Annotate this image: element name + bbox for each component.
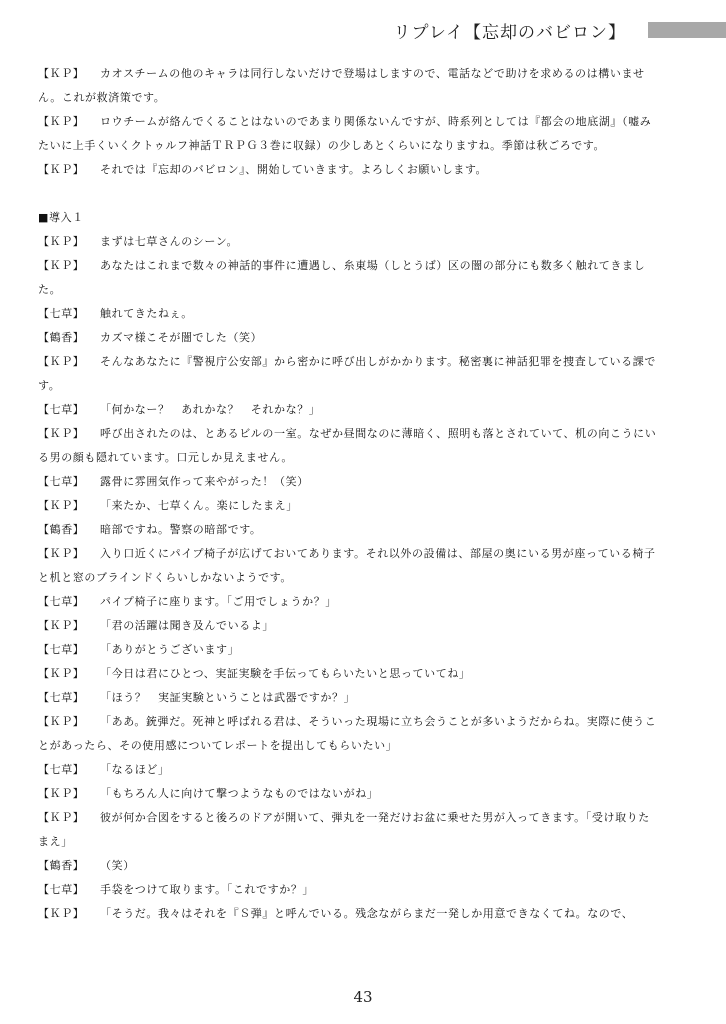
speaker-label: 【ＫＰ】 — [38, 619, 85, 632]
speaker-label: 【七草】 — [38, 643, 85, 656]
dialogue-text: 「来たか、七草くん。楽にしたまえ」 — [100, 499, 298, 512]
speaker-label: 【七草】 — [38, 691, 85, 704]
dialogue-text: まずは七草さんのシーン。 — [100, 235, 239, 248]
dialogue-line — [38, 158, 658, 182]
speaker-label: 【ＫＰ】 — [38, 499, 85, 512]
dialogue-text: 暗部ですね。警察の暗部です。 — [100, 523, 262, 536]
section-heading-text: ■導入１ — [38, 211, 84, 224]
speaker-label: 【ＫＰ】 — [38, 787, 85, 800]
dialogue-line — [38, 902, 658, 926]
dialogue-text: 「ありがとうございます」 — [100, 643, 240, 656]
dialogue-text: パイプ椅子に座ります。「ご用でしょうか？」 — [100, 595, 337, 608]
dialogue-text: ロウチームが絡んでくることはないのであまり関係ないんですが、時系列としては『都会の地底湖』（嘘みたいに上手くいくクトゥルフ神話ＴＲＰＧ３巻に収録）の少しあとくらいになりますね。季節は秋ごろです。 — [38, 115, 652, 152]
dialogue-text: カオスチームの他のキャラは同行しないだけで登場はしますので、電話などで助けを求めるのは構いません。これが救済策です。 — [38, 67, 645, 104]
dialogue-line — [38, 782, 658, 806]
dialogue-line — [38, 254, 658, 302]
dialogue-line — [38, 854, 658, 878]
dialogue-line — [38, 350, 658, 398]
speaker-label: 【鶴香】 — [38, 331, 85, 344]
dialogue-text: 「なるほど」 — [100, 763, 170, 776]
dialogue-line — [38, 878, 658, 902]
speaker-label: 【七草】 — [38, 307, 85, 320]
dialogue-text: （笑） — [100, 859, 135, 872]
speaker-label: 【ＫＰ】 — [38, 811, 85, 824]
dialogue-line — [38, 662, 658, 686]
dialogue-line — [38, 470, 658, 494]
dialogue-text: あなたはこれまで数々の神話的事件に遭遇し、糸東場（しとうば）区の闇の部分にも数多く触れてきました。 — [38, 259, 646, 296]
speaker-label: 【ＫＰ】 — [38, 115, 85, 128]
dialogue-text: カズマ様こそが闇でした（笑） — [100, 331, 263, 344]
section-heading — [38, 206, 658, 230]
speaker-label: 【ＫＰ】 — [38, 547, 85, 560]
dialogue-line — [38, 806, 658, 854]
dialogue-line — [38, 62, 658, 110]
dialogue-line — [38, 710, 658, 758]
dialogue-line — [38, 542, 658, 590]
dialogue-text: 「今日は君にひとつ、実証実験を手伝ってもらいたいと思っていてね」 — [100, 667, 471, 680]
dialogue-line — [38, 494, 658, 518]
dialogue-line — [38, 614, 658, 638]
speaker-label: 【ＫＰ】 — [38, 259, 85, 272]
blank-line — [38, 182, 658, 206]
dialogue-line — [38, 518, 658, 542]
speaker-label: 【ＫＰ】 — [38, 355, 85, 368]
speaker-label: 【ＫＰ】 — [38, 715, 85, 728]
speaker-label: 【七草】 — [38, 595, 85, 608]
dialogue-text: 「もちろん人に向けて撃つようなものではないがね」 — [100, 787, 379, 800]
dialogue-line — [38, 398, 658, 422]
dialogue-text: 呼び出されたのは、とあるビルの一室。なぜか昼間なのに薄暗く、照明も落とされていて、机の向こうにいる男の顔も隠れています。口元しか見えません。 — [38, 427, 657, 464]
dialogue-line — [38, 758, 658, 782]
dialogue-text: それでは『忘却のバビロン』、開始していきます。よろしくお願いします。 — [100, 163, 488, 176]
speaker-label: 【ＫＰ】 — [38, 67, 85, 80]
speaker-label: 【ＫＰ】 — [38, 235, 85, 248]
dialogue-line — [38, 638, 658, 662]
dialogue-text: 彼が何か合図をすると後ろのドアが開いて、弾丸を一発だけお盆に乗せた男が入ってきます。「受け取りたまえ」 — [38, 811, 650, 848]
dialogue-text: そんなあなたに『警視庁公安部』から密かに呼び出しがかかります。秘密裏に神話犯罪を捜査している課です。 — [38, 355, 656, 392]
dialogue-text: 触れてきたねぇ。 — [100, 307, 193, 320]
dialogue-text: 露骨に雰囲気作って来やがった！（笑） — [100, 475, 309, 488]
speaker-label: 【七草】 — [38, 763, 85, 776]
header-gray-bar — [648, 22, 726, 38]
dialogue-line — [38, 686, 658, 710]
dialogue-line — [38, 230, 658, 254]
dialogue-text: 「ほう？ 実証実験ということは武器ですか？」 — [100, 691, 356, 704]
speaker-label: 【七草】 — [38, 475, 85, 488]
dialogue-line — [38, 590, 658, 614]
dialogue-text: 「君の活躍は聞き及んでいるよ」 — [100, 619, 274, 632]
speaker-label: 【鶴香】 — [38, 523, 85, 536]
speaker-label: 【ＫＰ】 — [38, 907, 85, 920]
running-header-title: リプレイ【忘却のバビロン】 — [393, 23, 626, 43]
dialogue-line — [38, 422, 658, 470]
speaker-label: 【ＫＰ】 — [38, 163, 85, 176]
dialogue-text: 「何かなー？ あれかな？ それかな？」 — [100, 403, 321, 416]
speaker-label: 【鶴香】 — [38, 859, 85, 872]
page-number: 43 — [353, 988, 373, 1006]
speaker-label: 【ＫＰ】 — [38, 667, 85, 680]
dialogue-text: 「ああ。銃弾だ。死神と呼ばれる君は、そういった現場に立ち会うことが多いようだからね。実際に使うことがあったら、その使用感についてレポートを提出してもらいたい」 — [38, 715, 657, 752]
dialogue-line — [38, 326, 658, 350]
speaker-label: 【ＫＰ】 — [38, 427, 85, 440]
dialogue-line — [38, 110, 658, 158]
dialogue-line — [38, 302, 658, 326]
speaker-label: 【七草】 — [38, 883, 85, 896]
dialogue-text: 入り口近くにパイプ椅子が広げておいてあります。それ以外の設備は、部屋の奥にいる男が座っている椅子と机と窓のブラインドくらいしかないようです。 — [38, 547, 656, 584]
dialogue-text: 「そうだ。我々はそれを『Ｓ弾』と呼んでいる。残念ながらまだ一発しか用意できなくてね。なので、 — [100, 907, 634, 920]
speaker-label: 【七草】 — [38, 403, 85, 416]
page-body — [38, 62, 658, 926]
dialogue-text: 手袋をつけて取ります。「これですか？」 — [100, 883, 315, 896]
